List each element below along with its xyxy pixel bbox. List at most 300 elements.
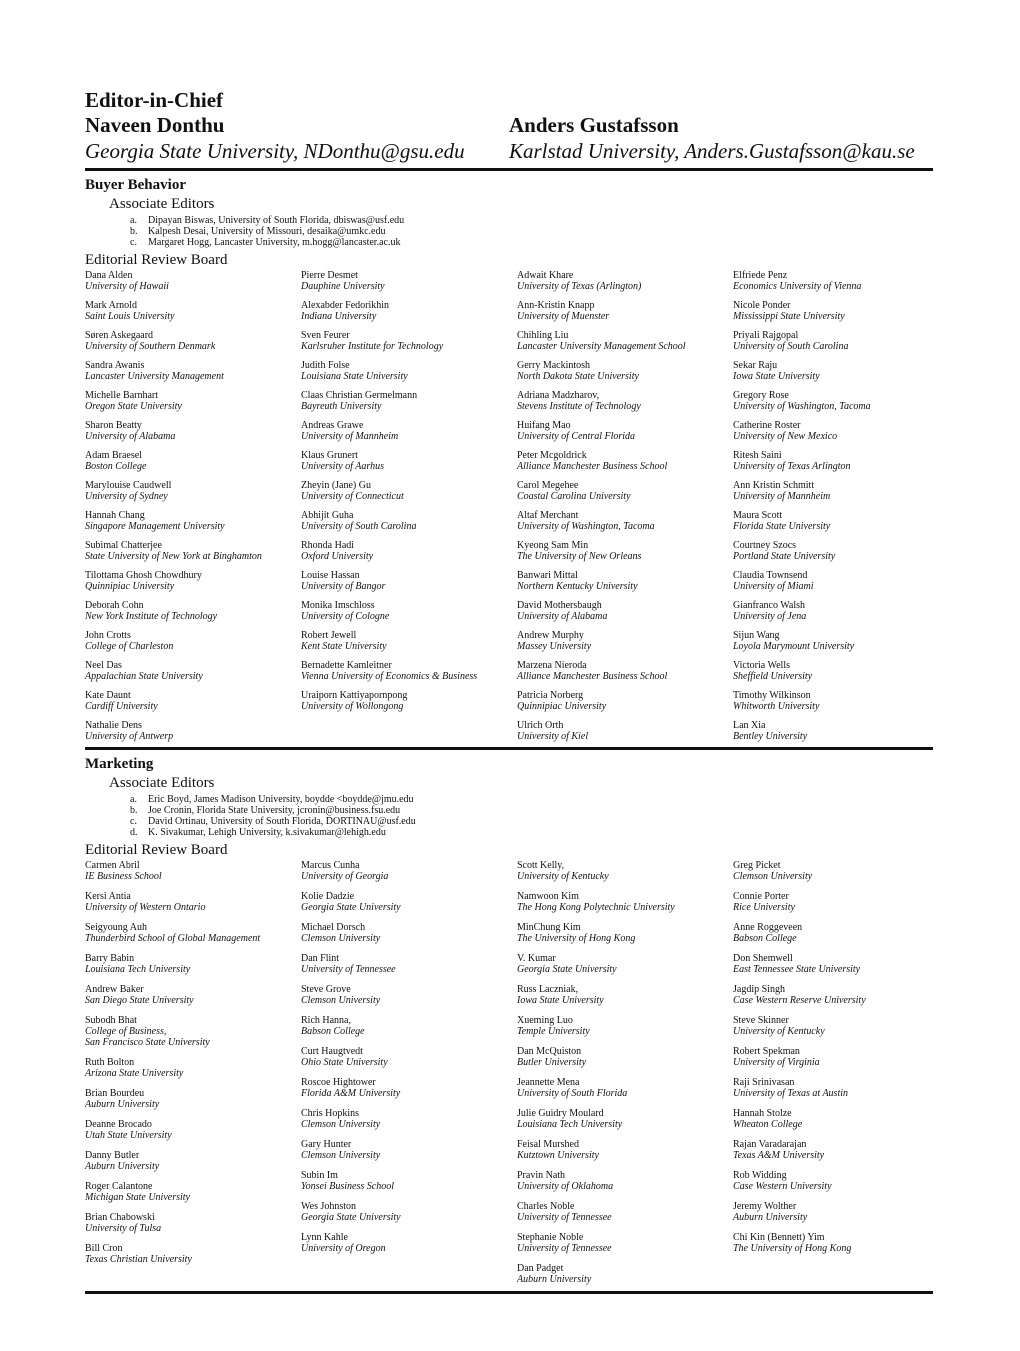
member-name: Michelle Barnhart: [85, 390, 159, 401]
member-name: Gary Hunter: [301, 1139, 352, 1150]
member-name: Kyeong Sam Min: [517, 540, 589, 551]
board-member: [517, 1046, 733, 1068]
member-affiliation: Auburn University: [733, 1212, 808, 1223]
board-member: [517, 570, 733, 592]
member-name: Carol Megehee: [517, 480, 579, 491]
member-name: Curt Haugtvedt: [301, 1046, 363, 1057]
member-affiliation: University of Western Ontario: [85, 902, 206, 913]
board-member: [733, 540, 949, 562]
board-member: [517, 953, 733, 975]
member-name: Priyali Rajgopal: [733, 330, 799, 341]
member-name: Louise Hassan: [301, 570, 360, 581]
board-member: [733, 510, 949, 532]
member-name: Russ Laczniak,: [517, 984, 579, 995]
member-affiliation: The Hong Kong Polytechnic University: [517, 902, 675, 913]
associate-editor-text: Joe Cronin, Florida State University, jcronin@business.fsu.edu: [148, 805, 401, 816]
member-affiliation: Alliance Manchester Business School: [517, 671, 668, 682]
board-member: [301, 1139, 517, 1161]
member-affiliation: Kutztown University: [517, 1150, 599, 1161]
member-affiliation: Iowa State University: [733, 371, 820, 382]
member-name: Adam Braesel: [85, 450, 142, 461]
member-affiliation: Indiana University: [301, 311, 377, 322]
member-affiliation: Sheffield University: [733, 671, 813, 682]
member-name: Nathalie Dens: [85, 720, 142, 731]
board-member: [85, 390, 301, 412]
member-name: Judith Folse: [301, 360, 350, 371]
member-name: Sijun Wang: [733, 630, 780, 641]
member-name: Ann Kristin Schmitt: [733, 480, 815, 491]
member-affiliation: East Tennessee State University: [733, 964, 861, 975]
board-member: [85, 510, 301, 532]
board-member: [517, 984, 733, 1006]
member-affiliation: University of Southern Denmark: [85, 341, 216, 352]
board-member: [301, 540, 517, 562]
member-affiliation: Stevens Institute of Technology: [517, 401, 641, 412]
member-affiliation: University of Aarhus: [301, 461, 384, 472]
member-affiliation: Case Western University: [733, 1181, 832, 1192]
board-member: [85, 1088, 301, 1110]
board-member: [733, 450, 949, 472]
board-member: [301, 1232, 517, 1254]
member-name: Elfriede Penz: [733, 270, 788, 281]
member-name: Pravin Nath: [517, 1170, 566, 1181]
member-affiliation: Iowa State University: [517, 995, 604, 1006]
member-name: Robert Jewell: [301, 630, 357, 641]
member-name: Ritesh Saini: [733, 450, 782, 461]
member-name: Ann-Kristin Knapp: [517, 300, 595, 311]
member-name: Peter Mcgoldrick: [517, 450, 587, 461]
board-member: [301, 953, 517, 975]
member-name: Alexabder Fedorikhin: [301, 300, 390, 311]
member-name: Roger Calantone: [85, 1181, 153, 1192]
member-name: Pierre Desmet: [301, 270, 358, 281]
member-affiliation: University of Oklahoma: [517, 1181, 614, 1192]
member-name: Steve Skinner: [733, 1015, 789, 1026]
board-member: [517, 1077, 733, 1099]
member-affiliation: University of Washington, Tacoma: [733, 401, 871, 412]
section-marketing: [85, 755, 933, 1294]
member-affiliation: University of Tennessee: [301, 964, 396, 975]
member-name: Lynn Kahle: [301, 1232, 348, 1243]
board-member: [517, 1232, 733, 1254]
member-affiliation: University of Texas Arlington: [733, 461, 851, 472]
board-member: [733, 891, 949, 913]
member-name: Chihling Liu: [517, 330, 569, 341]
board-column: [301, 270, 517, 742]
member-name: Adwait Khare: [517, 270, 574, 281]
member-name: Timothy Wilkinson: [733, 690, 811, 701]
member-affiliation: Louisiana Tech University: [517, 1119, 623, 1130]
member-affiliation: Kent State University: [301, 641, 387, 652]
member-name: Feisal Murshed: [517, 1139, 579, 1150]
board-member: [517, 630, 733, 652]
member-affiliation: Quinnipiac University: [517, 701, 607, 712]
member-name: Michael Dorsch: [301, 922, 366, 933]
member-affiliation: New York Institute of Technology: [85, 611, 218, 622]
member-affiliation: University of South Florida: [517, 1088, 628, 1099]
editorial-review-board-title: Editorial Review Board: [85, 842, 228, 858]
associate-editor-text: Margaret Hogg, Lancaster University, m.hogg@lancaster.ac.uk: [148, 237, 401, 248]
associate-editors-list: [130, 794, 933, 838]
associate-editors-title: Associate Editors: [109, 196, 215, 212]
member-affiliation: University of Kentucky: [733, 1026, 825, 1037]
member-affiliation: University of Sydney: [85, 491, 168, 502]
member-affiliation: Rice University: [733, 902, 795, 913]
member-affiliation: University of South Carolina: [301, 521, 417, 532]
member-affiliation: Louisiana State University: [301, 371, 408, 382]
member-affiliation: Loyola Marymount University: [733, 641, 855, 652]
member-affiliation: Karlsruher Institute for Technology: [301, 341, 444, 352]
board-member: [517, 270, 733, 292]
board-member: [733, 330, 949, 352]
board-member: [85, 450, 301, 472]
member-name: Rich Hanna,: [301, 1015, 351, 1026]
member-affiliation: University of South Carolina: [733, 341, 849, 352]
member-affiliation: Temple University: [517, 1026, 590, 1037]
member-affiliation: Quinnipiac University: [85, 581, 175, 592]
board-member: [517, 510, 733, 532]
board-member: [85, 720, 301, 742]
board-column: [85, 860, 301, 1285]
member-name: Nicole Ponder: [733, 300, 791, 311]
divider: [85, 168, 933, 171]
member-affiliation: Butler University: [517, 1057, 587, 1068]
board-member: [517, 1139, 733, 1161]
member-affiliation: Oxford University: [301, 551, 374, 562]
member-affiliation: IE Business School: [85, 871, 162, 882]
member-affiliation: Ohio State University: [301, 1057, 388, 1068]
member-affiliation: University of Tennessee: [517, 1243, 612, 1254]
board-member: [85, 1119, 301, 1141]
board-member: [85, 1212, 301, 1234]
board-member: [301, 570, 517, 592]
member-affiliation: Lancaster University Management: [85, 371, 224, 382]
member-name: Dana Alden: [85, 270, 133, 281]
board-member: [733, 270, 949, 292]
member-affiliation: University of Connecticut: [301, 491, 404, 502]
board-member: [301, 420, 517, 442]
board-member: [733, 360, 949, 382]
member-affiliation: Texas A&M University: [733, 1150, 825, 1161]
board-member: [301, 891, 517, 913]
board-column: [733, 270, 949, 742]
member-name: Xueming Luo: [517, 1015, 573, 1026]
board-column: [517, 860, 733, 1285]
board-member: [517, 600, 733, 622]
member-affiliation: University of Georgia: [301, 871, 389, 882]
member-affiliation: Babson College: [733, 933, 797, 944]
member-name: John Crotts: [85, 630, 131, 641]
board-member: [733, 1232, 949, 1254]
list-letter: c.: [130, 816, 137, 827]
board-member: [85, 1150, 301, 1172]
board-member: [85, 1181, 301, 1203]
board-member: [301, 1015, 517, 1037]
member-name: Roscoe Hightower: [301, 1077, 376, 1088]
member-name: Connie Porter: [733, 891, 789, 902]
member-affiliation: University of Muenster: [517, 311, 610, 322]
list-letter: a.: [130, 215, 137, 226]
member-affiliation: Massey University: [517, 641, 592, 652]
member-affiliation: Portland State University: [733, 551, 836, 562]
board-member: [301, 480, 517, 502]
member-affiliation: Babson College: [301, 1026, 365, 1037]
member-name: Abhijit Guha: [301, 510, 354, 521]
board-member: [733, 1077, 949, 1099]
member-affiliation: Thunderbird School of Global Management: [85, 933, 261, 944]
member-name: Sandra Awanis: [85, 360, 145, 371]
board-member: [733, 860, 949, 882]
board-member: [733, 300, 949, 322]
board-member: [301, 600, 517, 622]
member-name: Subimal Chatterjee: [85, 540, 162, 551]
board-member: [85, 480, 301, 502]
member-affiliation: University of New Mexico: [733, 431, 838, 442]
member-name: David Mothersbaugh: [517, 600, 602, 611]
associate-editor-text: K. Sivakumar, Lehigh University, k.sivakumar@lehigh.edu: [148, 827, 386, 838]
board-member: [301, 450, 517, 472]
member-affiliation: Georgia State University: [301, 902, 401, 913]
board-member: [85, 922, 301, 944]
member-affiliation: University of Miami: [733, 581, 814, 592]
member-name: Gerry Mackintosh: [517, 360, 591, 371]
member-affiliation: College of Charleston: [85, 641, 174, 652]
board-member: [85, 570, 301, 592]
member-name: Andreas Grawe: [301, 420, 364, 431]
member-name: Jeremy Wolther: [733, 1201, 797, 1212]
member-name: Kolie Dadzie: [301, 891, 355, 902]
member-name: Andrew Murphy: [517, 630, 584, 641]
editor-name: Anders Gustafsson: [509, 113, 679, 137]
member-affiliation: The University of New Orleans: [517, 551, 642, 562]
member-name: Subin Im: [301, 1170, 338, 1181]
member-name: Claas Christian Germelmann: [301, 390, 418, 401]
member-name: Adriana Madzharov,: [517, 390, 600, 401]
member-name: Lan Xia: [733, 720, 766, 731]
board-member: [733, 630, 949, 652]
board-member: [733, 600, 949, 622]
associate-editors-title: Associate Editors: [109, 775, 215, 791]
member-affiliation: Auburn University: [85, 1099, 160, 1110]
editor-affiliation: Georgia State University, NDonthu@gsu.edu: [85, 139, 465, 163]
board-member: [85, 1243, 301, 1265]
board-member: [733, 1046, 949, 1068]
member-affiliation: Clemson University: [301, 1119, 381, 1130]
board-member: [85, 630, 301, 652]
member-affiliation: Singapore Management University: [85, 521, 225, 532]
board-member: [733, 1201, 949, 1223]
member-affiliation: Wheaton College: [733, 1119, 803, 1130]
member-affiliation: Texas Christian University: [85, 1254, 192, 1265]
member-affiliation: Vienna University of Economics & Business: [301, 671, 478, 682]
board-member: [517, 420, 733, 442]
member-affiliation: Florida State University: [733, 521, 831, 532]
board-member: [301, 360, 517, 382]
member-affiliation: Bentley University: [733, 731, 808, 742]
board-member: [85, 300, 301, 322]
member-name: Altaf Merchant: [517, 510, 579, 521]
editorial-review-board-title: Editorial Review Board: [85, 252, 228, 268]
member-name: Neel Das: [85, 660, 122, 671]
member-affiliation: University of Virginia: [733, 1057, 820, 1068]
member-affiliation: Northern Kentucky University: [517, 581, 638, 592]
member-name: Klaus Grunert: [301, 450, 358, 461]
member-affiliation: University of Kiel: [517, 731, 589, 742]
divider: [85, 1291, 933, 1294]
member-name: Barry Babin: [85, 953, 135, 964]
associate-editor: [130, 226, 933, 237]
member-name: Maura Scott: [733, 510, 783, 521]
member-affiliation: University of Bangor: [301, 581, 386, 592]
board-member: [733, 1108, 949, 1130]
member-affiliation: Arizona State University: [85, 1068, 184, 1079]
board-member: [517, 360, 733, 382]
board-member: [85, 330, 301, 352]
board-member: [85, 953, 301, 975]
board-member: [517, 660, 733, 682]
member-name: Dan McQuiston: [517, 1046, 582, 1057]
member-affiliation: Case Western Reserve University: [733, 995, 866, 1006]
editor-in-chief-2: [509, 113, 933, 165]
member-affiliation: The University of Hong Kong: [733, 1243, 852, 1254]
member-affiliation: Clemson University: [733, 871, 813, 882]
member-name: Marylouise Caudwell: [85, 480, 172, 491]
member-name: Seigyoung Auh: [85, 922, 147, 933]
member-name: Mark Arnold: [85, 300, 137, 311]
member-affiliation: University of Mannheim: [733, 491, 831, 502]
board-column: [85, 270, 301, 742]
member-affiliation: San Diego State University: [85, 995, 194, 1006]
member-affiliation: Boston College: [85, 461, 147, 472]
member-affiliation: University of Antwerp: [85, 731, 174, 742]
editor-name: Naveen Donthu: [85, 113, 225, 137]
associate-editor-text: David Ortinau, University of South Florida, DORTINAU@usf.edu: [148, 816, 416, 827]
member-affiliation: Florida A&M University: [301, 1088, 401, 1099]
member-name: Bernadette Kamleitner: [301, 660, 392, 671]
board-member: [301, 1170, 517, 1192]
board-member: [517, 330, 733, 352]
member-name: Kate Daunt: [85, 690, 131, 701]
member-affiliation: Coastal Carolina University: [517, 491, 631, 502]
member-name: Hannah Stolze: [733, 1108, 792, 1119]
editor-in-chief-row: [85, 113, 933, 165]
member-affiliation: Saint Louis University: [85, 311, 175, 322]
member-affiliation: University of Texas at Austin: [733, 1088, 848, 1099]
member-affiliation: University of Wollongong: [301, 701, 404, 712]
board-member: [85, 420, 301, 442]
board-member: [517, 720, 733, 742]
member-name: Dan Flint: [301, 953, 340, 964]
board-member: [301, 630, 517, 652]
board-column: [517, 270, 733, 742]
member-name: Rajan Varadarajan: [733, 1139, 807, 1150]
member-name: Marzena Nieroda: [517, 660, 587, 671]
editor-affiliation: Karlstad University, Anders.Gustafsson@kau.se: [509, 139, 915, 163]
associate-editor: [130, 237, 933, 248]
board-member: [733, 922, 949, 944]
member-affiliation: University of Jena: [733, 611, 807, 622]
member-name: Namwoon Kim: [517, 891, 579, 902]
board-member: [517, 1108, 733, 1130]
member-affiliation: Georgia State University: [301, 1212, 401, 1223]
board-member: [301, 270, 517, 292]
member-affiliation: Economics University of Vienna: [733, 281, 862, 292]
member-name: Huifang Mao: [517, 420, 571, 431]
member-name: Hannah Chang: [85, 510, 145, 521]
member-name: Wes Johnston: [301, 1201, 357, 1212]
member-name: Carmen Abril: [85, 860, 140, 871]
board-member: [733, 690, 949, 712]
review-board-grid: [85, 860, 933, 1285]
associate-editor: [130, 816, 933, 827]
list-letter: c.: [130, 237, 137, 248]
board-member: [517, 891, 733, 913]
board-member: [85, 984, 301, 1006]
member-affiliation: University of Alabama: [85, 431, 176, 442]
list-letter: d.: [130, 827, 138, 838]
board-member: [517, 390, 733, 412]
member-affiliation: Clemson University: [301, 933, 381, 944]
member-name: Dan Padget: [517, 1263, 564, 1274]
associate-editor-text: Eric Boyd, James Madison University, boydde <boydde@jmu.edu: [148, 794, 414, 805]
board-member: [517, 1263, 733, 1285]
board-member: [517, 540, 733, 562]
member-name: Victoria Wells: [733, 660, 791, 671]
member-affiliation: College of Business, San Francisco State University: [85, 1026, 210, 1048]
member-name: Gregory Rose: [733, 390, 789, 401]
member-name: Sven Feurer: [301, 330, 350, 341]
editor-in-chief-1: [85, 113, 509, 165]
member-name: Robert Spekman: [733, 1046, 800, 1057]
member-affiliation: Georgia State University: [517, 964, 617, 975]
member-name: Charles Noble: [517, 1201, 575, 1212]
member-affiliation: University of Cologne: [301, 611, 390, 622]
board-member: [301, 922, 517, 944]
board-member: [517, 300, 733, 322]
member-affiliation: Clemson University: [301, 995, 381, 1006]
associate-editor: [130, 794, 933, 805]
member-affiliation: University of Hawaii: [85, 281, 169, 292]
editor-in-chief-label: Editor-in-Chief: [85, 88, 224, 112]
board-member: [301, 1108, 517, 1130]
board-member: [733, 720, 949, 742]
member-affiliation: Oregon State University: [85, 401, 182, 412]
review-board-grid: [85, 270, 933, 742]
member-name: Andrew Baker: [85, 984, 144, 995]
board-member: [733, 570, 949, 592]
member-name: Catherine Roster: [733, 420, 801, 431]
member-name: Stephanie Noble: [517, 1232, 584, 1243]
list-letter: a.: [130, 794, 137, 805]
member-affiliation: University of Kentucky: [517, 871, 609, 882]
board-member: [733, 1015, 949, 1037]
member-name: Rhonda Hadi: [301, 540, 355, 551]
member-name: Claudia Townsend: [733, 570, 808, 581]
member-affiliation: Cardiff University: [85, 701, 158, 712]
board-member: [517, 922, 733, 944]
member-affiliation: University of Central Florida: [517, 431, 636, 442]
board-member: [85, 891, 301, 913]
board-member: [301, 510, 517, 532]
board-member: [517, 690, 733, 712]
board-member: [85, 1057, 301, 1079]
member-affiliation: Lancaster University Management School: [517, 341, 686, 352]
board-member: [301, 690, 517, 712]
board-member: [85, 600, 301, 622]
member-name: Bill Cron: [85, 1243, 123, 1254]
board-member: [733, 480, 949, 502]
member-name: Julie Guidry Moulard: [517, 1108, 604, 1119]
